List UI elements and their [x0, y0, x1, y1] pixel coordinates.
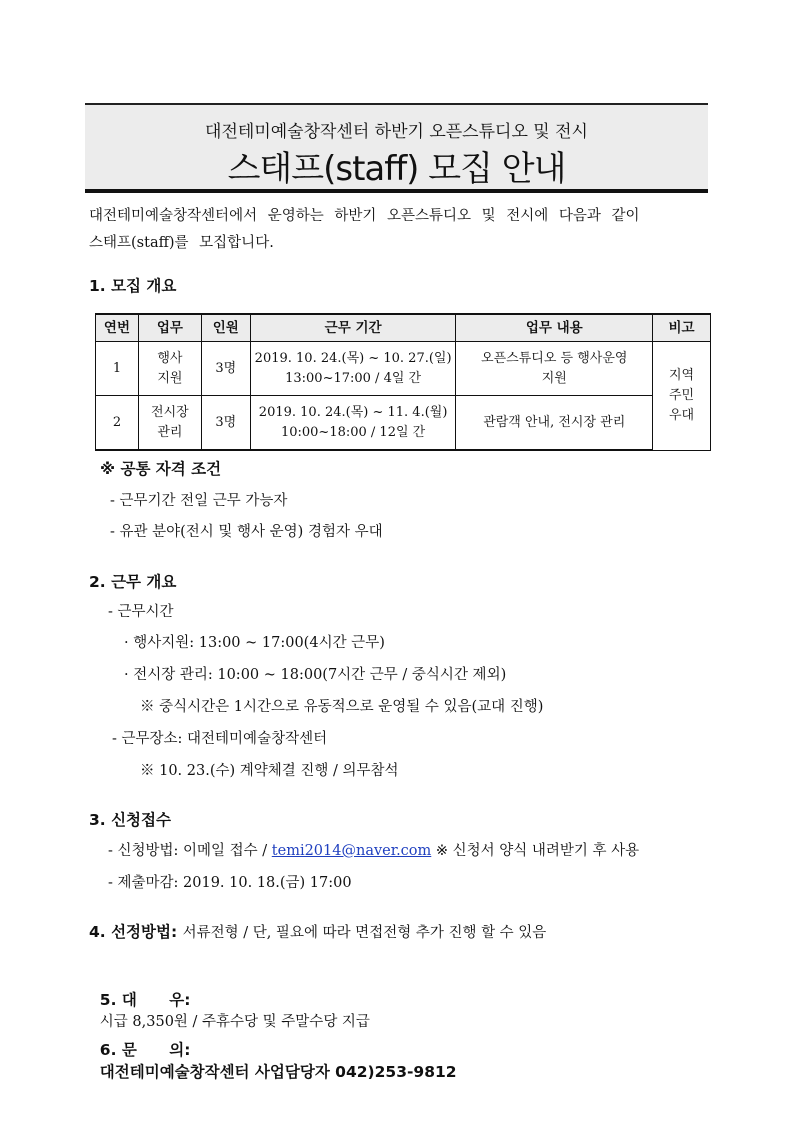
- deadline: - 제출마감: 2019. 10. 18.(금) 17:00: [108, 875, 352, 891]
- note-line3: 우대: [668, 407, 695, 423]
- row2-period-hours: 10:00~18:00 / 12일 간: [280, 424, 426, 440]
- apply-method-line: [108, 839, 639, 860]
- apply-method-prefix: - 신청방법: 이메일 접수 /: [108, 843, 268, 859]
- section-6-text: 대전테미예술창작센터 사업담당자 042)253-9812: [99, 1063, 457, 1081]
- intro-paragraph: [89, 203, 717, 257]
- header-task: 업무: [138, 314, 201, 342]
- section-5-label: 5. 대 우:: [99, 991, 191, 1009]
- row1-period: [250, 342, 456, 396]
- table-row: [96, 342, 711, 396]
- recruit-table: [95, 313, 711, 451]
- table-header-row: [96, 314, 711, 342]
- qualification-heading: ※ 공통 자격 조건: [100, 460, 222, 478]
- work-place: - 근무장소: 대전테미예술창작센터: [112, 731, 328, 747]
- section-1-heading: 1. 모집 개요: [89, 277, 177, 295]
- title-box: [85, 103, 708, 193]
- row1-no: 1: [96, 342, 139, 396]
- section-6-line: [89, 1020, 457, 1082]
- note-cell: [653, 342, 711, 451]
- header-no: 연번: [96, 314, 139, 342]
- table-row: [96, 396, 711, 451]
- section-3-heading: 3. 신청접수: [89, 811, 171, 829]
- lunch-note: ※ 중식시간은 1시간으로 유동적으로 운영될 수 있음(교대 진행): [140, 699, 544, 715]
- header-content: 업무 내용: [456, 314, 653, 342]
- note-line1: 지역: [668, 367, 695, 383]
- row1-content: [456, 342, 653, 396]
- row2-task-line2: 관리: [157, 424, 183, 440]
- qualification-item-1: - 근무기간 전일 근무 가능자: [110, 493, 288, 509]
- row1-task-line1: 행사: [157, 350, 183, 366]
- header-note: 비고: [653, 314, 711, 342]
- row2-no: 2: [96, 396, 139, 451]
- row1-count: 3명: [201, 342, 250, 396]
- row1-period-hours: 13:00~17:00 / 4일 간: [285, 370, 422, 386]
- document-subtitle: 대전테미예술창작센터 하반기 오픈스튜디오 및 전시: [205, 122, 588, 142]
- row2-count: 3명: [201, 396, 250, 451]
- row2-content-line1: 관람객 안내, 전시장 관리: [483, 414, 626, 430]
- apply-method-suffix: ※ 신청서 양식 내려받기 후 사용: [435, 843, 640, 859]
- row1-content-line1: 오픈스튜디오 등 행사운영: [481, 350, 628, 366]
- row2-period: [250, 396, 456, 451]
- section-2-heading: 2. 근무 개요: [89, 573, 177, 591]
- row1-content-line2: 지원: [541, 370, 567, 386]
- row1-task-line2: 지원: [157, 370, 183, 386]
- row1-task: [138, 342, 201, 396]
- intro-line-1: 대전테미예술창작센터에서 운영하는 하반기 오픈스튜디오 및 전시에 다음과 같이: [89, 208, 640, 224]
- qualification-item-2: - 유관 분야(전시 및 행사 운영) 경험자 우대: [110, 524, 383, 540]
- row2-period-dates: 2019. 10. 24.(목) ~ 11. 4.(월): [258, 404, 448, 420]
- section-6-label: 6. 문 의:: [99, 1041, 191, 1059]
- work-time-item-1: · 행사지원: 13:00 ~ 17:00(4시간 근무): [124, 635, 385, 651]
- note-line2: 주민: [668, 387, 695, 403]
- section-4-text: 서류전형 / 단, 필요에 따라 면접전형 추가 진행 할 수 있음: [182, 925, 547, 941]
- row2-task-line1: 전시장: [151, 404, 189, 420]
- contract-note: ※ 10. 23.(수) 계약체결 진행 / 의무참석: [140, 763, 399, 779]
- email-link[interactable]: temi2014@naver.com: [271, 843, 432, 859]
- work-time-label: - 근무시간: [108, 604, 174, 620]
- section-5-text: 시급 8,350원 / 주휴수당 및 주말수당 지급: [99, 1014, 370, 1030]
- section-4-label: 4. 선정방법:: [89, 923, 178, 941]
- work-time-item-2: · 전시장 관리: 10:00 ~ 18:00(7시간 근무 / 중식시간 제외): [124, 667, 507, 683]
- document-title: 스태프(staff) 모집 안내: [227, 149, 566, 189]
- row1-period-dates: 2019. 10. 24.(목) ~ 10. 27.(일): [254, 350, 452, 366]
- header-period: 근무 기간: [250, 314, 456, 342]
- header-count: 인원: [201, 314, 250, 342]
- intro-line-2: 스태프(staff)를 모집합니다.: [89, 235, 274, 251]
- section-4-line: [89, 920, 546, 942]
- row2-task: [138, 396, 201, 451]
- row2-content: [456, 396, 653, 451]
